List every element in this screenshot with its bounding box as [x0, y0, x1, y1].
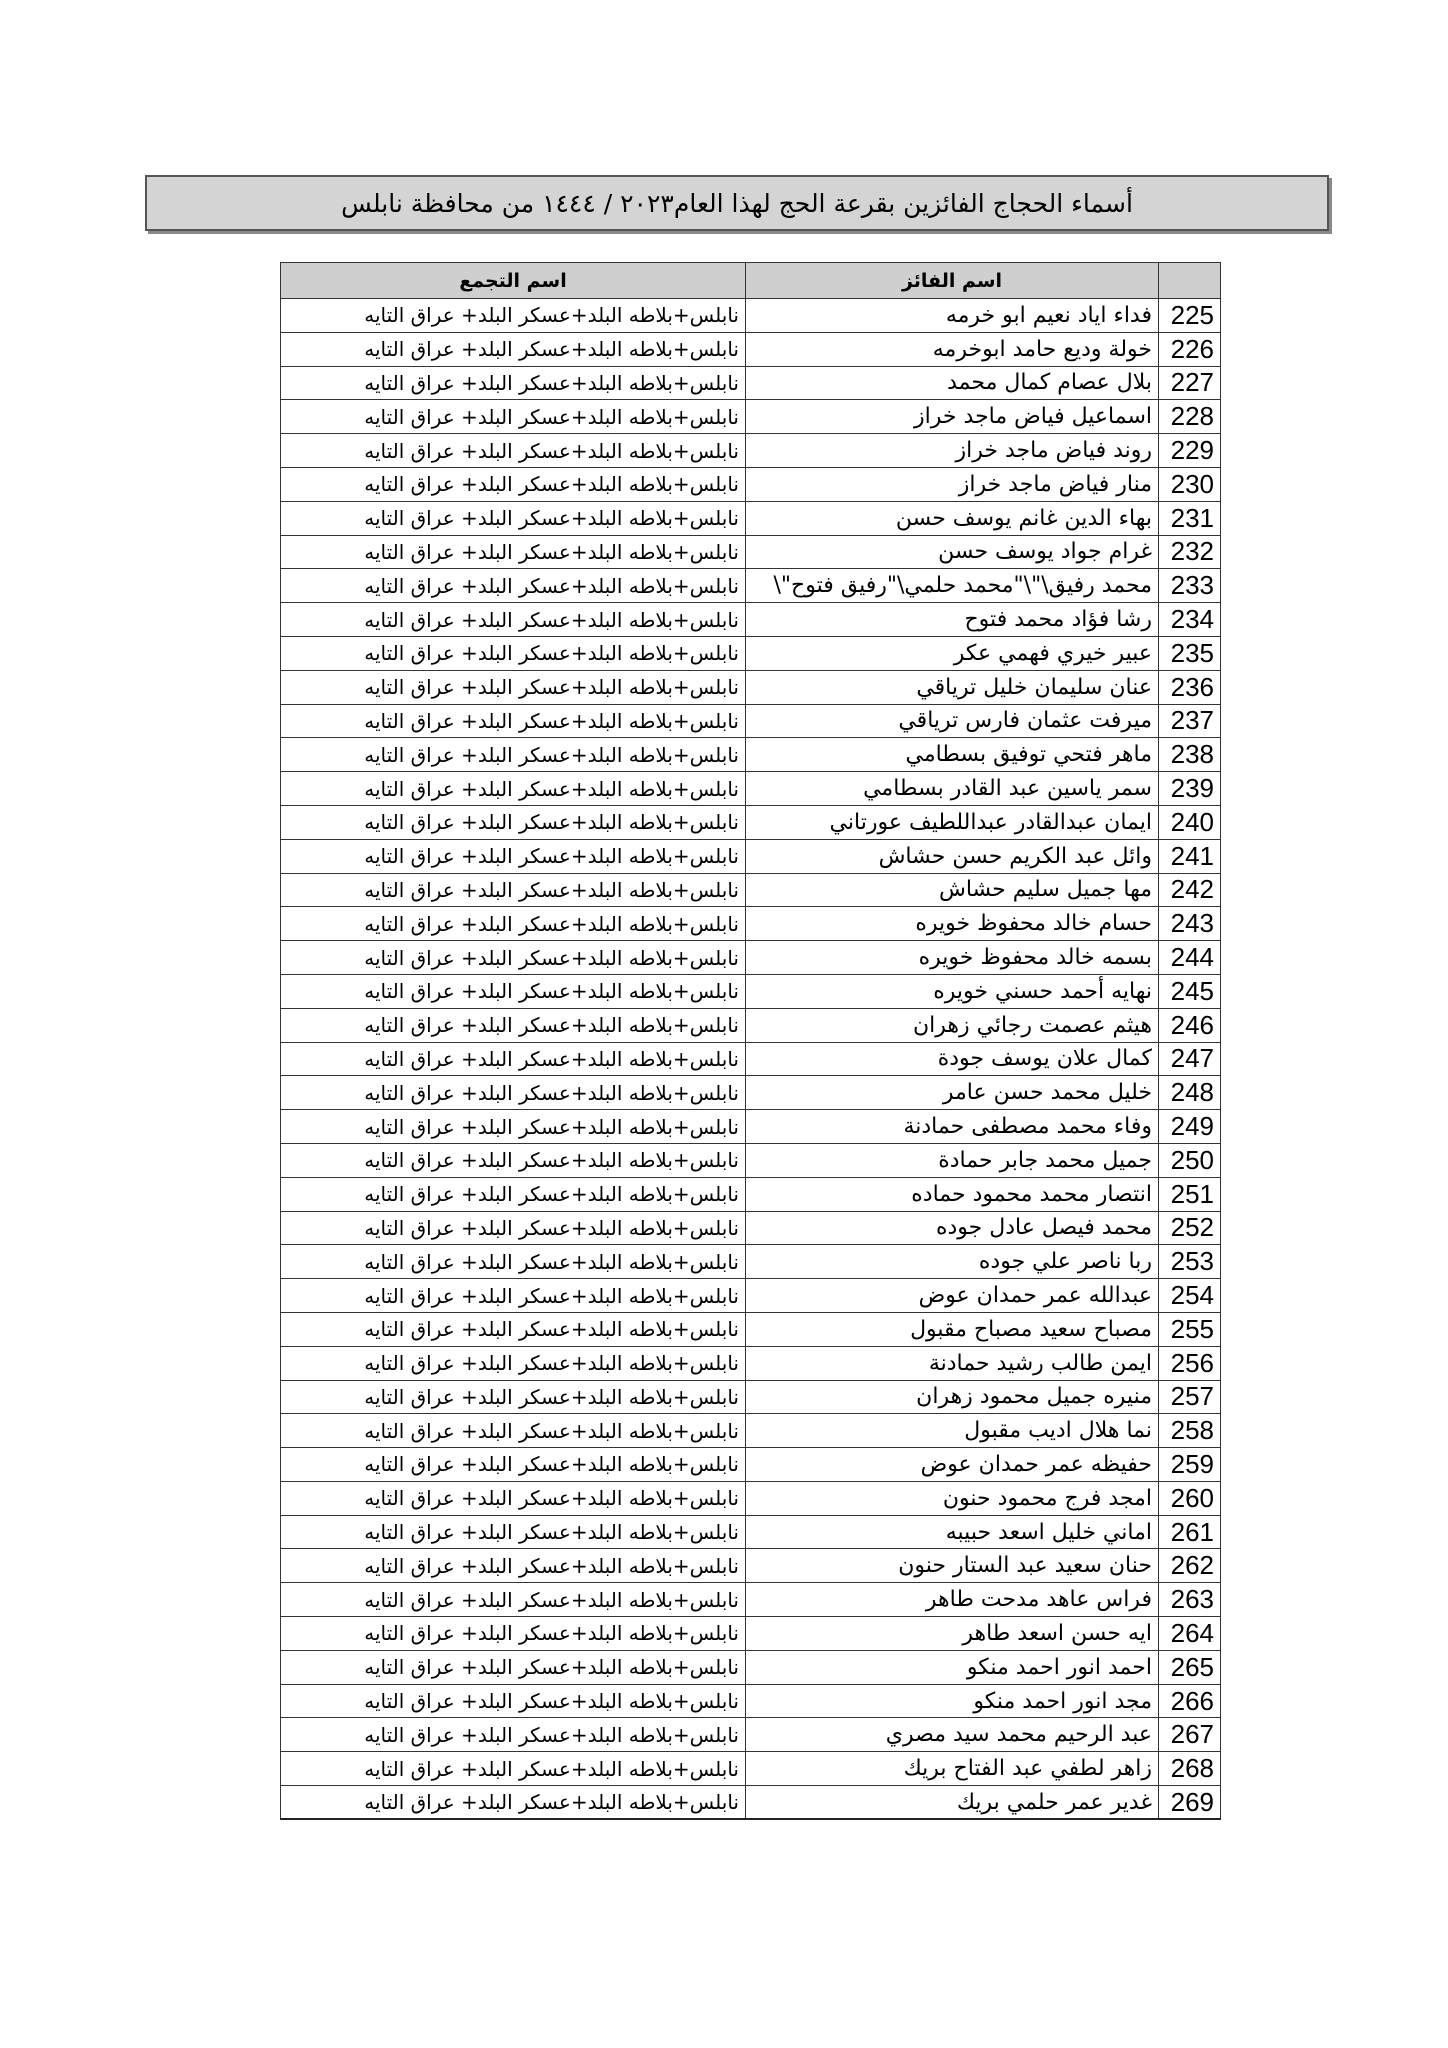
winner-name: منيره جميل محمود زهران [746, 1380, 1159, 1414]
row-number: 234 [1159, 603, 1221, 637]
winner-name: عبدالله عمر حمدان عوض [746, 1279, 1159, 1313]
winner-name: عنان سليمان خليل ترياقي [746, 670, 1159, 704]
row-number: 232 [1159, 535, 1221, 569]
winner-name: نهايه أحمد حسني خويره [746, 974, 1159, 1008]
table-row [281, 1177, 1221, 1211]
table-row [281, 873, 1221, 907]
group-name: نابلس+بلاطه البلد+عسكر البلد+ عراق التايه [281, 1312, 746, 1346]
group-name: نابلس+بلاطه البلد+عسكر البلد+ عراق التايه [281, 873, 746, 907]
row-number: 245 [1159, 974, 1221, 1008]
winner-name: عبير خيري فهمي عكر [746, 636, 1159, 670]
row-number: 252 [1159, 1211, 1221, 1245]
group-name: نابلس+بلاطه البلد+عسكر البلد+ عراق التايه [281, 299, 746, 333]
row-number: 264 [1159, 1617, 1221, 1651]
group-name: نابلس+بلاطه البلد+عسكر البلد+ عراق التايه [281, 1752, 746, 1786]
group-name: نابلس+بلاطه البلد+عسكر البلد+ عراق التايه [281, 434, 746, 468]
group-name: نابلس+بلاطه البلد+عسكر البلد+ عراق التايه [281, 907, 746, 941]
group-name: نابلس+بلاطه البلد+عسكر البلد+ عراق التايه [281, 332, 746, 366]
table-row [281, 1076, 1221, 1110]
group-name: نابلس+بلاطه البلد+عسكر البلد+ عراق التايه [281, 670, 746, 704]
winner-name: ايمان عبدالقادر عبداللطيف عورتاني [746, 805, 1159, 839]
row-number: 239 [1159, 772, 1221, 806]
winner-name: احمد انور احمد منكو [746, 1650, 1159, 1684]
group-name: نابلس+بلاطه البلد+عسكر البلد+ عراق التايه [281, 501, 746, 535]
row-number: 236 [1159, 670, 1221, 704]
row-number: 251 [1159, 1177, 1221, 1211]
group-name: نابلس+بلاطه البلد+عسكر البلد+ عراق التايه [281, 400, 746, 434]
row-number: 256 [1159, 1346, 1221, 1380]
row-number: 253 [1159, 1245, 1221, 1279]
winner-name: مها جميل سليم حشاش [746, 873, 1159, 907]
winner-name: مجد انور احمد منكو [746, 1684, 1159, 1718]
row-number: 237 [1159, 704, 1221, 738]
row-number: 250 [1159, 1143, 1221, 1177]
winner-name: مصباح سعيد مصباح مقبول [746, 1312, 1159, 1346]
row-number: 254 [1159, 1279, 1221, 1313]
table-row [281, 434, 1221, 468]
row-number: 255 [1159, 1312, 1221, 1346]
winner-name: غدير عمر حلمي بريك [746, 1786, 1159, 1820]
table-row [281, 1312, 1221, 1346]
row-number: 238 [1159, 738, 1221, 772]
row-number: 247 [1159, 1042, 1221, 1076]
table-row [281, 974, 1221, 1008]
row-number: 242 [1159, 873, 1221, 907]
header-name: اسم الفائز [746, 263, 1159, 299]
winner-name: حفيظه عمر حمدان عوض [746, 1448, 1159, 1482]
group-name: نابلس+بلاطه البلد+عسكر البلد+ عراق التايه [281, 1786, 746, 1820]
group-name: نابلس+بلاطه البلد+عسكر البلد+ عراق التايه [281, 805, 746, 839]
row-number: 235 [1159, 636, 1221, 670]
table-row [281, 400, 1221, 434]
winner-name: انتصار محمد محمود حماده [746, 1177, 1159, 1211]
table-row [281, 1583, 1221, 1617]
winner-name: غرام جواد يوسف حسن [746, 535, 1159, 569]
winner-name: ايمن طالب رشيد حمادنة [746, 1346, 1159, 1380]
row-number: 225 [1159, 299, 1221, 333]
group-name: نابلس+بلاطه البلد+عسكر البلد+ عراق التايه [281, 839, 746, 873]
row-number: 243 [1159, 907, 1221, 941]
table-row [281, 941, 1221, 975]
winner-name: وفاء محمد مصطفى حمادنة [746, 1110, 1159, 1144]
winner-name: روند فياض ماجد خراز [746, 434, 1159, 468]
winner-name: اماني خليل اسعد حبيبه [746, 1515, 1159, 1549]
table-row [281, 535, 1221, 569]
group-name: نابلس+بلاطه البلد+عسكر البلد+ عراق التايه [281, 772, 746, 806]
winner-name: فراس عاهد مدحت طاهر [746, 1583, 1159, 1617]
table-row [281, 1346, 1221, 1380]
group-name: نابلس+بلاطه البلد+عسكر البلد+ عراق التايه [281, 569, 746, 603]
row-number: 229 [1159, 434, 1221, 468]
group-name: نابلس+بلاطه البلد+عسكر البلد+ عراق التايه [281, 636, 746, 670]
group-name: نابلس+بلاطه البلد+عسكر البلد+ عراق التايه [281, 1279, 746, 1313]
winner-name: جميل محمد جابر حمادة [746, 1143, 1159, 1177]
table-row [281, 1008, 1221, 1042]
group-name: نابلس+بلاطه البلد+عسكر البلد+ عراق التايه [281, 1684, 746, 1718]
row-number: 249 [1159, 1110, 1221, 1144]
row-number: 231 [1159, 501, 1221, 535]
table-row [281, 366, 1221, 400]
table-row [281, 1617, 1221, 1651]
row-number: 260 [1159, 1481, 1221, 1515]
group-name: نابلس+بلاطه البلد+عسكر البلد+ عراق التايه [281, 535, 746, 569]
winner-name: هيثم عصمت رجائي زهران [746, 1008, 1159, 1042]
table-row [281, 1752, 1221, 1786]
group-name: نابلس+بلاطه البلد+عسكر البلد+ عراق التايه [281, 941, 746, 975]
group-name: نابلس+بلاطه البلد+عسكر البلد+ عراق التايه [281, 1481, 746, 1515]
winner-name: فداء اياد نعيم ابو خرمه [746, 299, 1159, 333]
winner-name: خليل محمد حسن عامر [746, 1076, 1159, 1110]
row-number: 268 [1159, 1752, 1221, 1786]
row-number: 269 [1159, 1786, 1221, 1820]
table-row [281, 839, 1221, 873]
group-name: نابلس+بلاطه البلد+عسكر البلد+ عراق التايه [281, 1617, 746, 1651]
winner-name: اسماعيل فياض ماجد خراز [746, 400, 1159, 434]
table-row [281, 772, 1221, 806]
group-name: نابلس+بلاطه البلد+عسكر البلد+ عراق التايه [281, 704, 746, 738]
winner-name: ربا ناصر علي جوده [746, 1245, 1159, 1279]
table-row [281, 805, 1221, 839]
group-name: نابلس+بلاطه البلد+عسكر البلد+ عراق التايه [281, 1718, 746, 1752]
winner-name: وائل عبد الكريم حسن حشاش [746, 839, 1159, 873]
table-row [281, 1515, 1221, 1549]
winner-name: خولة وديع حامد ابوخرمه [746, 332, 1159, 366]
group-name: نابلس+بلاطه البلد+عسكر البلد+ عراق التايه [281, 1042, 746, 1076]
table-row [281, 1042, 1221, 1076]
table-row [281, 569, 1221, 603]
table-row [281, 332, 1221, 366]
row-number: 227 [1159, 366, 1221, 400]
table-row [281, 704, 1221, 738]
table-row [281, 1279, 1221, 1313]
winner-name: رشا فؤاد محمد فتوح [746, 603, 1159, 637]
winner-name: ايه حسن اسعد طاهر [746, 1617, 1159, 1651]
group-name: نابلس+بلاطه البلد+عسكر البلد+ عراق التايه [281, 1448, 746, 1482]
row-number: 240 [1159, 805, 1221, 839]
winner-name: نما هلال اديب مقبول [746, 1414, 1159, 1448]
winner-name: كمال علان يوسف جودة [746, 1042, 1159, 1076]
group-name: نابلس+بلاطه البلد+عسكر البلد+ عراق التايه [281, 1414, 746, 1448]
group-name: نابلس+بلاطه البلد+عسكر البلد+ عراق التايه [281, 1076, 746, 1110]
row-number: 258 [1159, 1414, 1221, 1448]
row-number: 257 [1159, 1380, 1221, 1414]
winner-name: بلال عصام كمال محمد [746, 366, 1159, 400]
page-title: أسماء الحجاج الفائزين بقرعة الحج لهذا العام٢٠٢٣ / ١٤٤٤ من محافظة نابلس [145, 175, 1329, 231]
group-name: نابلس+بلاطه البلد+عسكر البلد+ عراق التايه [281, 1380, 746, 1414]
group-name: نابلس+بلاطه البلد+عسكر البلد+ عراق التايه [281, 467, 746, 501]
table-row [281, 1650, 1221, 1684]
table-row [281, 1448, 1221, 1482]
table-row [281, 1211, 1221, 1245]
table-row [281, 1380, 1221, 1414]
header-number [1159, 263, 1221, 299]
winner-name: حسام خالد محفوظ خويره [746, 907, 1159, 941]
group-name: نابلس+بلاطه البلد+عسكر البلد+ عراق التايه [281, 1515, 746, 1549]
group-name: نابلس+بلاطه البلد+عسكر البلد+ عراق التايه [281, 1177, 746, 1211]
header-group: اسم التجمع [281, 263, 746, 299]
row-number: 262 [1159, 1549, 1221, 1583]
winner-name: منار فياض ماجد خراز [746, 467, 1159, 501]
group-name: نابلس+بلاطه البلد+عسكر البلد+ عراق التايه [281, 603, 746, 637]
row-number: 259 [1159, 1448, 1221, 1482]
table-row [281, 603, 1221, 637]
winner-name: ميرفت عثمان فارس ترياقي [746, 704, 1159, 738]
table-row [281, 1786, 1221, 1820]
group-name: نابلس+بلاطه البلد+عسكر البلد+ عراق التايه [281, 1211, 746, 1245]
table-row [281, 501, 1221, 535]
row-number: 267 [1159, 1718, 1221, 1752]
group-name: نابلس+بلاطه البلد+عسكر البلد+ عراق التايه [281, 366, 746, 400]
table-row [281, 1684, 1221, 1718]
table-row [281, 1143, 1221, 1177]
group-name: نابلس+بلاطه البلد+عسكر البلد+ عراق التايه [281, 974, 746, 1008]
row-number: 244 [1159, 941, 1221, 975]
winner-name: امجد فرج محمود حنون [746, 1481, 1159, 1515]
winner-name: زاهر لطفي عبد الفتاح بريك [746, 1752, 1159, 1786]
row-number: 246 [1159, 1008, 1221, 1042]
row-number: 241 [1159, 839, 1221, 873]
winner-name: محمد رفيق\"\"محمد حلمي\"رفيق فتوح"\ [746, 569, 1159, 603]
winner-name: بسمه خالد محفوظ خويره [746, 941, 1159, 975]
table-row [281, 670, 1221, 704]
winner-name: سمر ياسين عبد القادر بسطامي [746, 772, 1159, 806]
row-number: 230 [1159, 467, 1221, 501]
winner-name: محمد فيصل عادل جوده [746, 1211, 1159, 1245]
row-number: 261 [1159, 1515, 1221, 1549]
row-number: 248 [1159, 1076, 1221, 1110]
row-number: 263 [1159, 1583, 1221, 1617]
table-row [281, 299, 1221, 333]
table-row [281, 1110, 1221, 1144]
table-row [281, 1414, 1221, 1448]
group-name: نابلس+بلاطه البلد+عسكر البلد+ عراق التايه [281, 1583, 746, 1617]
winners-table [280, 262, 1221, 1820]
row-number: 228 [1159, 400, 1221, 434]
row-number: 265 [1159, 1650, 1221, 1684]
row-number: 226 [1159, 332, 1221, 366]
group-name: نابلس+بلاطه البلد+عسكر البلد+ عراق التايه [281, 1110, 746, 1144]
winner-name: ماهر فتحي توفيق بسطامي [746, 738, 1159, 772]
row-number: 233 [1159, 569, 1221, 603]
group-name: نابلس+بلاطه البلد+عسكر البلد+ عراق التايه [281, 1549, 746, 1583]
group-name: نابلس+بلاطه البلد+عسكر البلد+ عراق التايه [281, 1245, 746, 1279]
group-name: نابلس+بلاطه البلد+عسكر البلد+ عراق التايه [281, 738, 746, 772]
table-row [281, 1481, 1221, 1515]
winner-name: عبد الرحيم محمد سيد مصري [746, 1718, 1159, 1752]
table-row [281, 738, 1221, 772]
table-row [281, 1549, 1221, 1583]
table-row [281, 907, 1221, 941]
table-row [281, 467, 1221, 501]
table-row [281, 636, 1221, 670]
table-body [281, 299, 1221, 1820]
table-header-row [281, 263, 1221, 299]
group-name: نابلس+بلاطه البلد+عسكر البلد+ عراق التايه [281, 1650, 746, 1684]
table-row [281, 1245, 1221, 1279]
table-row [281, 1718, 1221, 1752]
group-name: نابلس+بلاطه البلد+عسكر البلد+ عراق التايه [281, 1008, 746, 1042]
winner-name: بهاء الدين غانم يوسف حسن [746, 501, 1159, 535]
row-number: 266 [1159, 1684, 1221, 1718]
group-name: نابلس+بلاطه البلد+عسكر البلد+ عراق التايه [281, 1346, 746, 1380]
winner-name: حنان سعيد عبد الستار حنون [746, 1549, 1159, 1583]
group-name: نابلس+بلاطه البلد+عسكر البلد+ عراق التايه [281, 1143, 746, 1177]
